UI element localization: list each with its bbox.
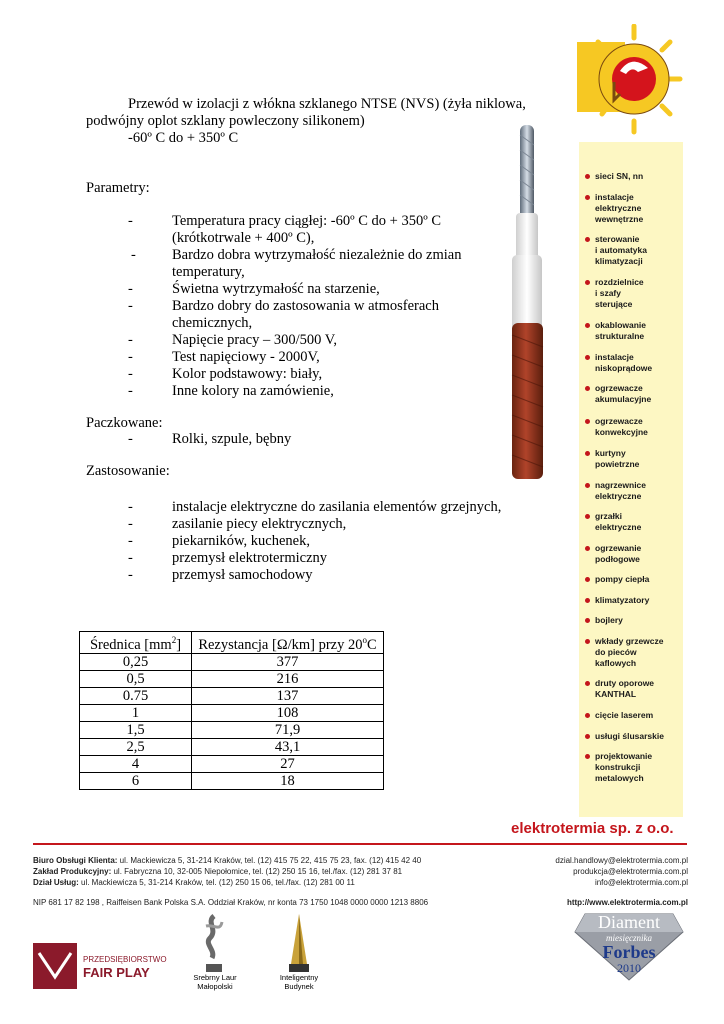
srebrny-laur-label: Srebrny Laur Małopolski xyxy=(193,973,237,991)
bullet-icon xyxy=(585,483,590,488)
table-row xyxy=(80,755,384,772)
footer-line-uslugi: Dział Usług: ul. Mackiewicza 5, 31-214 Kraków, tel. (12) 250 15 06, tel./fax. (12) 281 00 11 xyxy=(33,878,355,887)
list-dash: - xyxy=(128,533,133,549)
list-dash: - xyxy=(128,349,133,365)
bullet-icon xyxy=(585,639,590,644)
footer-divider xyxy=(33,843,687,845)
paczkowane-list xyxy=(0,431,560,449)
bullet-icon xyxy=(585,280,590,285)
list-item: Test napięciowy - 2000V, xyxy=(172,349,320,365)
company-logo xyxy=(572,24,684,138)
footer-email-uslugi[interactable]: info@elektrotermia.com.pl xyxy=(594,878,688,887)
bullet-icon xyxy=(585,681,590,686)
list-dash: - xyxy=(128,213,133,229)
list-dash: - xyxy=(128,332,133,348)
list-item: Bardzo dobry do zastosowania w atmosferach xyxy=(172,298,439,314)
footer-line-biuro: Biuro Obsługi Klienta: ul. Mackiewicza 5, 31-214 Kraków, tel. (12) 415 75 22, 415 75 23, fax. (12) 415 42 40 xyxy=(33,856,422,865)
list-item: Kolor podstawowy: biały, xyxy=(172,366,323,382)
table-cell: 216 xyxy=(192,670,384,687)
table-cell: 43,1 xyxy=(192,738,384,755)
table-row xyxy=(80,721,384,738)
table-row xyxy=(80,670,384,687)
header-resistance: Rezystancja [Ω/km] przy 20$^o$C xyxy=(192,632,384,654)
paczkowane-heading: Paczkowane: xyxy=(86,415,163,431)
table-cell: 137 xyxy=(192,687,384,704)
bullet-icon xyxy=(585,355,590,360)
table-cell: 71,9 xyxy=(192,721,384,738)
table-row xyxy=(80,738,384,755)
bullet-icon xyxy=(585,419,590,424)
table-cell: 0.75 xyxy=(80,687,192,704)
table-cell: 0,25 xyxy=(80,653,192,670)
fair-play-logo: PRZEDSIĘBIORSTWO FAIR PLAY xyxy=(33,943,163,993)
footer-email-biuro[interactable]: dzial.handlowy@elektrotermia.com.pl xyxy=(555,856,688,865)
table-cell: 0,5 xyxy=(80,670,192,687)
table-cell: 18 xyxy=(192,772,384,789)
list-dash: - xyxy=(128,383,133,399)
list-dash: - xyxy=(128,431,133,447)
parametry-heading: Parametry: xyxy=(86,180,150,196)
table-cell: 27 xyxy=(192,755,384,772)
table-row xyxy=(80,653,384,670)
table-cell: 377 xyxy=(192,653,384,670)
bullet-icon xyxy=(585,451,590,456)
list-item: zasilanie piecy elektrycznych, xyxy=(172,516,347,532)
bullet-icon xyxy=(585,323,590,328)
bullet-icon xyxy=(585,174,590,179)
bullet-icon xyxy=(585,577,590,582)
bullet-icon xyxy=(585,514,590,519)
list-item: przemysł elektrotermiczny xyxy=(172,550,328,566)
inteligentny-budynek-label: Inteligentny Budynek xyxy=(279,973,319,991)
fair-play-emblem-icon xyxy=(33,943,77,989)
list-dash: - xyxy=(128,281,133,297)
resistance-table xyxy=(79,631,384,790)
header-diameter: Średnica $[mm^2]$ xyxy=(80,632,192,654)
bullet-icon xyxy=(585,195,590,200)
product-title-line2: podwójny oplot szklany powleczony silikonem) xyxy=(86,113,365,129)
product-title-line1: Przewód w izolacji z włókna szklanego NTSE (NVS) (żyła niklowa, xyxy=(128,96,526,112)
table-cell: 6 xyxy=(80,772,192,789)
footer-nip: NIP 681 17 82 198 , Raiffeisen Bank Polska S.A. Oddział Kraków, nr konta 73 1750 1048 0000 0000 1213 8806 xyxy=(33,898,429,907)
footer-line-zaklad: Zakład Produkcyjny: ul. Fabryczna 10, 32-005 Niepołomice, tel. (12) 250 15 16, tel./fax. (12) 281 37 81 xyxy=(33,867,403,876)
table-row xyxy=(80,772,384,789)
table-cell: 108 xyxy=(192,704,384,721)
list-item: piekarników, kuchenek, xyxy=(172,533,310,549)
table-row xyxy=(80,704,384,721)
srebrny-laur-statuette-icon xyxy=(196,912,232,974)
list-item: Napięcie pracy – 300/500 V, xyxy=(172,332,337,348)
list-dash: - xyxy=(128,550,133,566)
bullet-icon xyxy=(585,237,590,242)
temperature-range: -60º C do + 350º C xyxy=(128,130,239,146)
list-item: przemysł samochodowy xyxy=(172,567,313,583)
brand-name: elektrotermia sp. z o.o. xyxy=(511,820,674,837)
list-item: instalacje elektryczne do zasilania elementów grzejnych, xyxy=(172,499,502,515)
table-cell: 2,5 xyxy=(80,738,192,755)
bullet-icon xyxy=(585,734,590,739)
zastosowanie-heading: Zastosowanie: xyxy=(86,463,170,479)
bullet-icon xyxy=(585,754,590,759)
forbes-diamond-badge: Diament miesięcznika Forbes 2010 xyxy=(573,910,685,982)
list-item: (krótkotrwale + 400º C), xyxy=(172,230,315,246)
list-item: temperatury, xyxy=(172,264,245,280)
services-sidebar: sieci SN, nn instalacje elektryczne wewnętrzne sterowanie i automatyka klimatyzacji rozdzielnice i szafy sterujące okablowanie strukturalne instalacje niskoprądowe ogrzewacze akumulacyjne ogrzewacze konwekcyjne kurtyny powietrzne nagrzewnice elektryczne grzałki elektryczne ogrzewanie podłogowe pompy ciepła klimatyzatory bojlery wkłady grzewcze do pieców kaflowych druty oporowe KANTHAL cięcie laserem usługi ślusarskie projektowanie konstrukcji metalowych xyxy=(579,142,683,817)
inteligentny-budynek-trophy-icon xyxy=(287,914,311,974)
parametry-list xyxy=(0,213,560,403)
table-cell: 1,5 xyxy=(80,721,192,738)
bullet-icon xyxy=(585,618,590,623)
list-item: Rolki, szpule, bębny xyxy=(172,431,292,447)
list-dash: - xyxy=(128,366,133,382)
table-cell: 1 xyxy=(80,704,192,721)
bullet-icon xyxy=(585,386,590,391)
list-dash: - xyxy=(128,499,133,515)
list-item: Bardzo dobra wytrzymałość niezależnie do zmian xyxy=(172,247,462,263)
table-cell: 4 xyxy=(80,755,192,772)
table-row xyxy=(80,687,384,704)
table-header-row xyxy=(80,632,384,654)
list-item: chemicznych, xyxy=(172,315,253,331)
list-dash: - xyxy=(128,298,133,314)
zastosowanie-list xyxy=(0,499,560,589)
bullet-icon xyxy=(585,546,590,551)
bullet-icon xyxy=(585,713,590,718)
list-dash: - xyxy=(128,567,133,583)
list-item: Inne kolory na zamówienie, xyxy=(172,383,334,399)
footer-www[interactable]: http://www.elektrotermia.com.pl xyxy=(566,898,688,907)
list-item: Temperatura pracy ciągłej: -60º C do + 350º C xyxy=(172,213,442,229)
list-dash: - xyxy=(128,516,133,532)
footer-email-zaklad[interactable]: produkcja@elektrotermia.com.pl xyxy=(573,867,688,876)
list-dash: - xyxy=(131,247,136,263)
list-item: Świetna wytrzymałość na starzenie, xyxy=(172,281,380,297)
bullet-icon xyxy=(585,598,590,603)
